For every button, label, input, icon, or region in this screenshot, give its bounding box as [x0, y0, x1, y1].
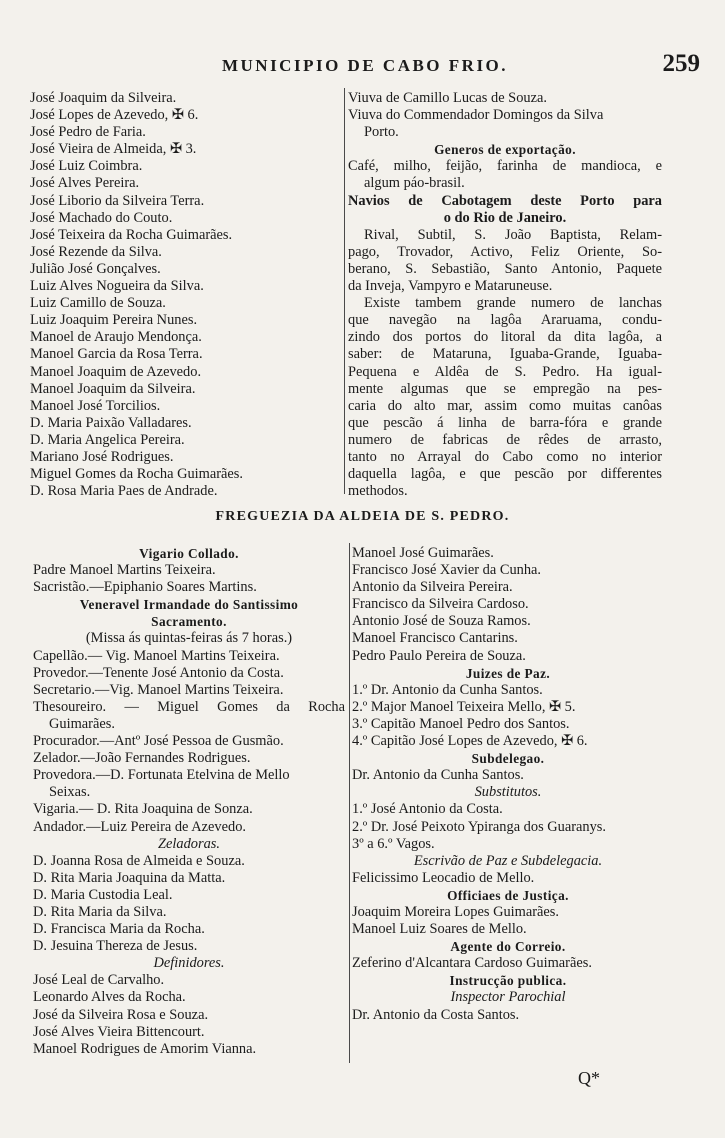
text-line: Pequena e Aldêa de S. Pedro. Ha igual-	[348, 363, 662, 380]
text-line: methodos.	[348, 483, 408, 500]
text-line: José Luiz Coimbra.	[30, 158, 143, 175]
text-line: Mariano José Rodrigues.	[30, 448, 174, 465]
text-line: Viuva de Camillo Lucas de Souza.	[348, 90, 547, 106]
section-title: FREGUEZIA DA ALDEIA DE S. PEDRO.	[215, 509, 510, 524]
text-line: Zeferino d'Alcantara Cardoso Guimarães.	[352, 955, 592, 972]
text-line: D. Rosa Maria Paes de Andrade.	[30, 483, 218, 500]
text-line: Dr. Antonio da Cunha Santos.	[352, 767, 524, 784]
text-line: Zeladoras.	[158, 835, 220, 852]
text-line: 2.º Dr. José Peixoto Ypiranga dos Guaranys.	[352, 818, 607, 835]
text-line: Officiaes de Justiça.	[447, 887, 569, 903]
text-line: Substitutos.	[474, 784, 542, 801]
text-line: saber: de Mataruna, Iguaba-Grande, Iguaba-	[348, 346, 662, 363]
text-line: 4.º Capitão José Lopes de Azevedo, ✠ 6.	[352, 733, 588, 750]
text-line: D. Jesuina Thereza de Jesus.	[33, 938, 198, 955]
column-divider-bottom	[349, 543, 350, 1063]
text-line: Antonio José de Souza Ramos.	[352, 613, 531, 630]
text-line: D. Maria Paixão Valladares.	[30, 414, 192, 431]
text-line: Vigaria.— D. Rita Joaquina de Sonza.	[33, 801, 253, 818]
text-line: mente algumas que se empregão na pes-	[348, 380, 662, 397]
text-line: Juizes de Paz.	[465, 665, 551, 681]
text-line: D. Francisca Maria da Rocha.	[33, 921, 205, 938]
text-line: daquella lagôa, e que pescão por differentes	[348, 466, 662, 483]
text-line: Instrucção publica.	[449, 973, 567, 989]
text-line: caria do alto mar, assim como muitas canôas	[348, 397, 662, 414]
text-line: Seixas.	[49, 784, 91, 801]
text-line: Inspector Parochial	[450, 989, 566, 1006]
signature-mark: Q*	[578, 1068, 600, 1088]
column-bottom-right	[352, 545, 664, 1024]
text-line: Pedro Paulo Pereira de Souza.	[352, 647, 526, 664]
text-line: Sacramento.	[151, 614, 227, 630]
text-line: Luiz Alves Nogueira da Silva.	[30, 278, 204, 295]
text-line: 1.º Dr. Antonio da Cunha Santos.	[352, 681, 543, 698]
text-line: Manoel Joaquim da Silveira.	[30, 380, 196, 397]
text-line: Leonardo Alves da Rocha.	[33, 989, 186, 1006]
text-line: D. Joanna Rosa de Almeida e Souza.	[33, 852, 245, 869]
text-line: 1.º José Antonio da Costa.	[352, 801, 503, 818]
text-line: D. Maria Custodia Leal.	[33, 886, 173, 903]
text-line: José Alves Pereira.	[30, 175, 140, 192]
text-line: Navios de Cabotagem deste Porto para	[348, 192, 662, 209]
text-line: Agente do Correio.	[450, 939, 566, 955]
text-line: Rival, Subtil, S. João Baptista, Relam-	[364, 226, 662, 243]
text-line: Antonio da Silveira Pereira.	[352, 579, 513, 596]
text-line: Veneravel Irmandade do Santissimo	[79, 597, 299, 613]
text-line: Manoel Rodrigues de Amorim Vianna.	[33, 1040, 257, 1057]
text-line: Subdelegao.	[471, 751, 545, 767]
text-line: José Joaquim da Silveira.	[30, 90, 177, 106]
text-line: 3º a 6.º Vagos.	[352, 835, 435, 852]
text-line: Manoel Francisco Cantarins.	[352, 630, 518, 647]
text-line: D. Maria Angelica Pereira.	[30, 431, 185, 448]
text-line: José Leal de Carvalho.	[33, 972, 165, 989]
text-line: Sacristão.—Epiphanio Soares Martins.	[33, 579, 257, 596]
text-line: Viuva do Commendador Domingos da Silva	[348, 107, 604, 124]
text-line: Padre Manoel Martins Teixeira.	[33, 562, 216, 579]
running-title: MUNICIPIO DE CABO FRIO.	[221, 56, 509, 75]
column-top-right	[348, 90, 662, 500]
text-line: Generos de exportação.	[434, 142, 576, 158]
text-line: José Teixeira da Rocha Guimarães.	[30, 226, 233, 243]
text-line: Capellão.— Vig. Manoel Martins Teixeira.	[33, 647, 280, 664]
text-line: Provedor.—Tenente José Antonio da Costa.	[33, 664, 284, 681]
column-bottom-left	[33, 545, 345, 1058]
text-line: pago, Trovador, Activo, Feliz Oriente, So-	[348, 243, 662, 260]
text-line: José Lopes de Azevedo, ✠ 6.	[30, 107, 199, 124]
text-line: zindo dos portos do litoral da dita lagôa, a	[348, 329, 662, 346]
text-line: Manoel de Araujo Mendonça.	[30, 329, 202, 346]
text-line: numero de fabricas de rêdes de arrasto,	[348, 431, 662, 448]
text-line: Andador.—Luiz Pereira de Azevedo.	[33, 818, 246, 835]
text-line: José da Silveira Rosa e Souza.	[33, 1006, 209, 1023]
text-line: D. Rita Maria Joaquina da Matta.	[33, 869, 226, 886]
text-line: o do Rio de Janeiro.	[443, 209, 567, 226]
column-top-left	[30, 90, 335, 500]
text-line: Vigario Collado.	[139, 546, 239, 561]
text-line: José Pedro de Faria.	[30, 124, 146, 141]
text-line: Francisco José Xavier da Cunha.	[352, 562, 542, 579]
text-line: Felicissimo Leocadio de Mello.	[352, 869, 535, 886]
text-line: Definidores.	[153, 955, 225, 972]
text-line: José Alves Vieira Bittencourt.	[33, 1023, 205, 1040]
text-line: Manoel Garcia da Rosa Terra.	[30, 346, 203, 363]
text-line: José Machado do Couto.	[30, 209, 173, 226]
text-line: Existe tambem grande numero de lanchas	[364, 295, 662, 312]
text-line: José Liborio da Silveira Terra.	[30, 192, 205, 209]
text-line: berano, S. Sebastião, Santo Antonio, Paquete	[348, 260, 662, 277]
text-line: Miguel Gomes da Rocha Guimarães.	[30, 466, 244, 483]
text-line: Francisco da Silveira Cardoso.	[352, 596, 529, 613]
text-line: Café, milho, feijão, farinha de mandioca, e	[348, 158, 662, 175]
text-line: Escrivão de Paz e Subdelegacia.	[413, 852, 603, 869]
text-line: José Rezende da Silva.	[30, 243, 162, 260]
text-line: Secretario.—Vig. Manoel Martins Teixeira.	[33, 681, 284, 698]
text-line: Luiz Joaquim Pereira Nunes.	[30, 312, 198, 329]
text-line: da Inveja, Vampyro e Mataruneuse.	[348, 278, 553, 295]
text-line: 2.º Major Manoel Teixeira Mello, ✠ 5.	[352, 698, 576, 715]
text-line: D. Rita Maria da Silva.	[33, 903, 167, 920]
text-line: Thesoureiro. — Miguel Gomes da Rocha	[33, 698, 345, 715]
page-number: 259	[662, 50, 700, 77]
text-line: Joaquim Moreira Lopes Guimarães.	[352, 903, 560, 920]
column-divider-top	[344, 88, 345, 494]
text-line: Zelador.—João Fernandes Rodrigues.	[33, 750, 251, 767]
text-line: Porto.	[364, 124, 399, 141]
text-line: Julião José Gonçalves.	[30, 260, 161, 277]
text-line: Manoel José Guimarães.	[352, 545, 494, 561]
text-line: Manoel Joaquim de Azevedo.	[30, 363, 202, 380]
text-line: que pescão á linha de barra-fóra e grande	[348, 414, 662, 431]
text-line: Luiz Camillo de Souza.	[30, 295, 166, 312]
text-line: Manoel José Torcilios.	[30, 397, 161, 414]
page-header	[30, 50, 700, 82]
text-line: tanto no Arrayal do Cabo como no interior	[348, 448, 662, 465]
text-line: Dr. Antonio da Costa Santos.	[352, 1006, 520, 1023]
text-line: que navegão na lagôa Araruama, condu-	[348, 312, 662, 329]
text-line: Manoel Luiz Soares de Mello.	[352, 921, 527, 938]
text-line: Guimarães.	[49, 715, 115, 732]
text-line: algum páo-brasil.	[364, 175, 465, 192]
text-line: (Missa ás quintas-feiras ás 7 horas.)	[85, 630, 293, 647]
text-line: Procurador.—Antº José Pessoa de Gusmão.	[33, 733, 284, 750]
text-line: José Vieira de Almeida, ✠ 3.	[30, 141, 197, 158]
text-line: 3.º Capitão Manoel Pedro dos Santos.	[352, 715, 570, 732]
text-line: Provedora.—D. Fortunata Etelvina de Mello	[33, 767, 290, 784]
